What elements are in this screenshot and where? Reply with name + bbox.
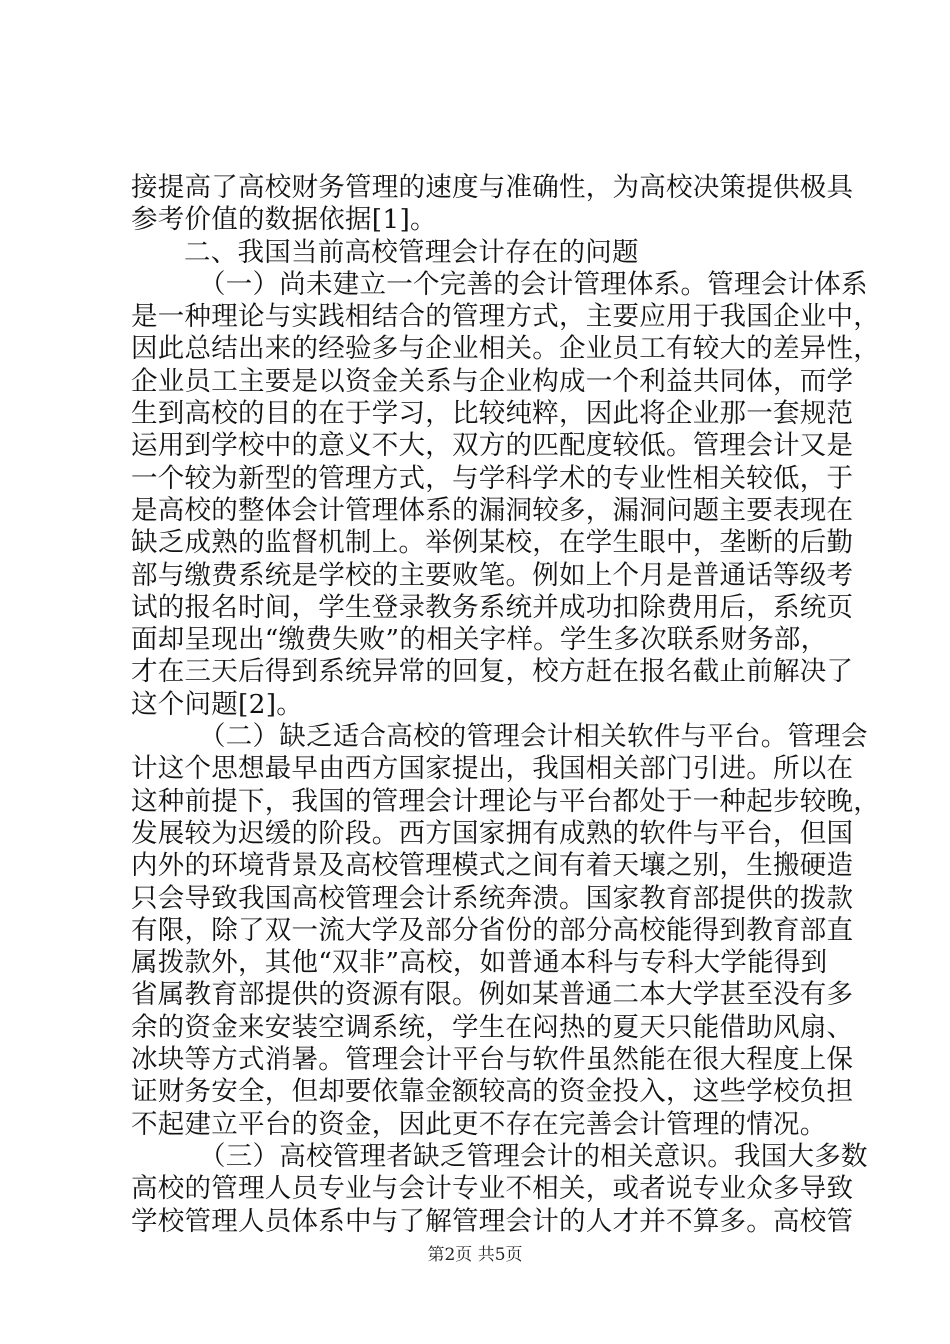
paragraph-line: 生到高校的目的在于学习，比较纯粹，因此将企业那一套规范 <box>131 398 854 430</box>
page-footer: 第2页 共5页 <box>427 1245 523 1265</box>
paragraph-line: 省属教育部提供的资源有限。例如某普通二本大学甚至没有多 <box>131 979 854 1011</box>
paragraph-line: 运用到学校中的意义不大，双方的匹配度较低。管理会计又是 <box>131 430 854 462</box>
paragraph-line: 这个问题[2]。 <box>131 688 304 720</box>
paragraph-line: 部与缴费系统是学校的主要败笔。例如上个月是普通话等级考 <box>131 559 854 591</box>
document-body <box>131 172 880 1238</box>
paragraph-line: 这种前提下，我国的管理会计理论与平台都处于一种起步较晚， <box>131 785 880 817</box>
paragraph-line: 接提高了高校财务管理的速度与准确性，为高校决策提供极具 <box>131 172 854 203</box>
paragraph-line: 一个较为新型的管理方式，与学科学术的专业性相关较低，于 <box>131 462 854 494</box>
paragraph-line: 企业员工主要是以资金关系与企业构成一个利益共同体，而学 <box>131 365 854 397</box>
paragraph-line: 高校的管理人员专业与会计专业不相关，或者说专业众多导致 <box>131 1173 854 1205</box>
paragraph-line: 属拨款外，其他“双非”高校，如普通本科与专科大学能得到 <box>131 947 828 979</box>
paragraph-line: 参考价值的数据依据[1]。 <box>131 204 437 236</box>
paragraph-line: 试的报名时间，学生登录教务系统并成功扣除费用后，系统页 <box>131 591 854 623</box>
subsection-heading-line: （二）缺乏适合高校的管理会计相关软件与平台。管理会 <box>199 721 868 753</box>
paragraph-line: 有限，除了双一流大学及部分省份的部分高校能得到教育部直 <box>131 914 854 946</box>
paragraph-line: 余的资金来安装空调系统，学生在闷热的夏天只能借助风扇、 <box>131 1011 854 1043</box>
paragraph-line: 面却呈现出“缴费失败”的相关字样。学生多次联系财务部， <box>131 624 828 656</box>
paragraph-line: 才在三天后得到系统异常的回复，校方赶在报名截止前解决了 <box>131 656 854 688</box>
paragraph-line: 冰块等方式消暑。管理会计平台与软件虽然能在很大程度上保 <box>131 1044 854 1076</box>
paragraph-line: 是高校的整体会计管理体系的漏洞较多，漏洞问题主要表现在 <box>131 494 854 526</box>
paragraph-line: 发展较为迟缓的阶段。西方国家拥有成熟的软件与平台，但国 <box>131 817 854 849</box>
subsection-heading-line: （一）尚未建立一个完善的会计管理体系。管理会计体系 <box>199 268 868 300</box>
paragraph-line: 学校管理人员体系中与了解管理会计的人才并不算多。高校管 <box>131 1205 854 1237</box>
paragraph-line: 是一种理论与实践相结合的管理方式，主要应用于我国企业中， <box>131 301 880 333</box>
paragraph-line: 不起建立平台的资金，因此更不存在完善会计管理的情况。 <box>131 1108 827 1140</box>
paragraph-line: 计这个思想最早由西方国家提出，我国相关部门引进。所以在 <box>131 753 854 785</box>
paragraph-line: 因此总结出来的经验多与企业相关。企业员工有较大的差异性， <box>131 333 880 365</box>
section-heading: 二、我国当前高校管理会计存在的问题 <box>184 236 639 268</box>
paragraph-line: 缺乏成熟的监督机制上。举例某校，在学生眼中，垄断的后勤 <box>131 527 854 559</box>
paragraph-line: 只会导致我国高校管理会计系统奔溃。国家教育部提供的拨款 <box>131 882 854 914</box>
subsection-heading-line: （三）高校管理者缺乏管理会计的相关意识。我国大多数 <box>199 1140 868 1172</box>
paragraph-line: 内外的环境背景及高校管理模式之间有着天壤之别，生搬硬造 <box>131 850 854 882</box>
paragraph-line: 证财务安全，但却要依靠金额较高的资金投入，这些学校负担 <box>131 1076 854 1108</box>
